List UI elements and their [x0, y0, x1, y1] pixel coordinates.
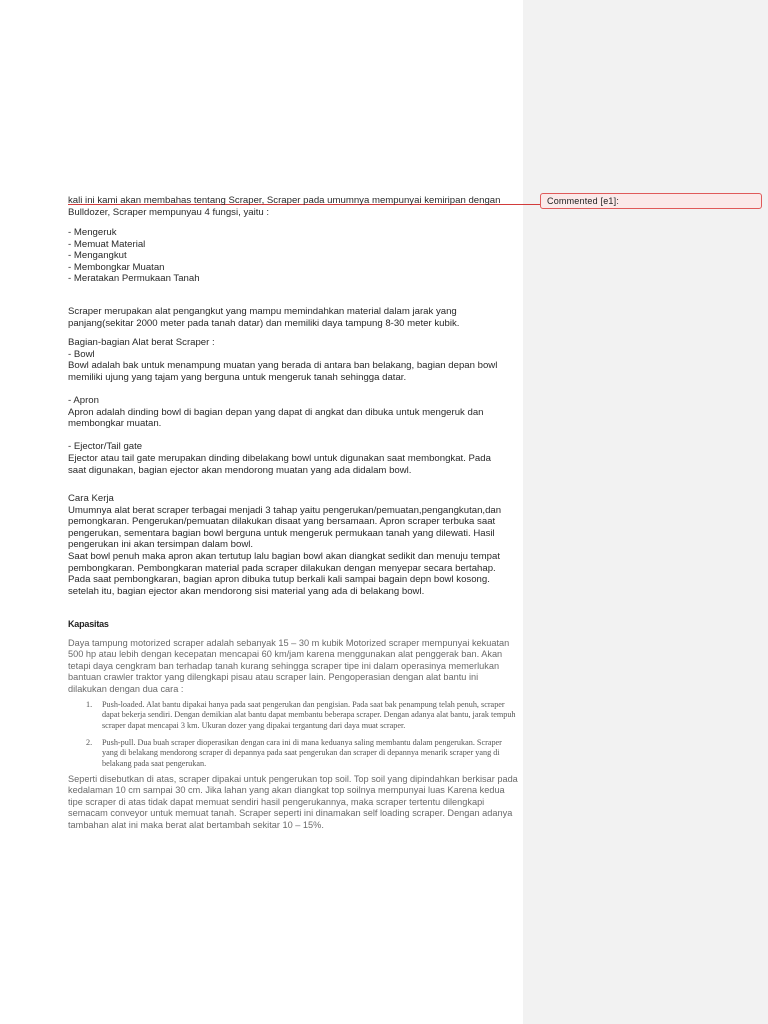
list-item: - Meratakan Permukaan Tanah [68, 273, 200, 285]
bowl-text: Bowl adalah bak untuk menampung muatan yang berada di antara ban belakang, bagian depan bowl memiliki ujung yang tajam yang berguna untuk mengeruk tanah sehingga datar. [68, 360, 498, 383]
list-item-text: Push-pull. Dua buah scraper dioperasikan dengan cara ini di mana keduanya saling membantu dalam pengerukan. Scraper yang di belakang mendorong scraper di depannya pada saat pengerukan dan scraper di depannya menarik scraper yang di belakang pada saat pengerukan. [102, 738, 502, 768]
cara-kerja-p1: Umumnya alat berat scraper terbagai menjadi 3 tahap yaitu pengerukan/pemuatan,pengangkutan,dan pemongkaran. Pengerukan/pemuatan dilakukan disaat yang bersamaan. Apron scraper terbuka saat pengerukan, sementara bagian bowl berguna untuk mengeruk permukaan tanah yang dilewati. Hasil pengerukan ini akan tersimpan dalam bowl. [68, 504, 502, 551]
intro-paragraph [68, 195, 518, 218]
functions-list [68, 227, 518, 285]
list-item: - Mengangkut [68, 250, 127, 262]
intro-text: kali ini kami akan membahas tentang Scraper, Scraper pada umumnya mempunyai kemiripan dengan Bulldozer, Scraper mempunyau 4 fungsi, yaitu : [68, 195, 501, 218]
comment-margin [523, 0, 768, 1024]
list-item: - Mengeruk [68, 227, 117, 238]
cara-kerja-section [68, 493, 508, 597]
parts-section [68, 337, 508, 476]
kapasitas-p1: Daya tampung motorized scraper adalah sebanyak 15 – 30 m kubik Motorized scraper mempunyai kekuatan 500 hp atau lebih dengan kecepatan mencapai 60 km/jam karena menggunakan alat penggerak ban. Akan tetapi daya cengkram ban terhadap tanah kurang sehingga scraper tipe ini dalam operasinya memerlukan bantuan crawler traktor yang dilengkapi pisau atau scraper lain. Pengoperasian dengan alat bantu ini dilakukan dengan dua cara : [68, 638, 510, 694]
kapasitas-p2: Seperti disebutkan di atas, scraper dipakai untuk pengerukan top soil. Top soil yang dipindahkan berkisar pada kedalaman 10 cm sampai 30 cm. Jika lahan yang akan diangkat top soilnya mempunyai luas Karena kedua tipe scraper di atas tidak dapat memuat sendiri hasil pengerukannya, maka scraper tertentu dilengkapi semacam conveyor untuk memuat tanah. Scraper seperti ini dinamakan self loading scraper. Dengan adanya tambahan alat ini maka berat alat bertambah sekitar 10 – 15%. [68, 774, 518, 830]
comment-balloon[interactable] [540, 193, 762, 209]
list-item-text: Push-loaded. Alat bantu dipakai hanya pada saat pengerukan dan pengisian. Pada saat bak penampung telah penuh, scraper dapat bekerja sendiri. Dengan demikian alat bantu dapat membantu beberapa scraper. Dengan adanya alat bantu, jarak tempuh scraper dapat mencapai 3 km. Ukuran dozer yang dipakai tergantung dari daya muat scraper. [102, 700, 516, 730]
ejector-title: - Ejector/Tail gate [68, 441, 143, 453]
ejector-text: Ejector atau tail gate merupakan dinding dibelakang bowl untuk digunakan saat membongkat. Pada saat digunakan, bagian ejector akan mendorong muatan yang ada didalam bowl. [68, 452, 491, 476]
comment-label: Commented [e1]: [547, 196, 620, 206]
list-number: 1. [86, 700, 93, 709]
parts-title: Bagian-bagian Alat berat Scraper : [68, 337, 215, 348]
list-number: 2. [86, 738, 93, 747]
cara-kerja-p2: Saat bowl penuh maka apron akan tertutup lalu bagian bowl akan diangkat sedikit dan menuju tempat pembongkaran. Pembongkaran material pada scraper dilakukan dengan menyepar secara bertahap. Pada saat pembongkaran, bagian apron dibuka tutup berkali kali sampai bagain depn bowl kosong. setelah itu, bagian ejector akan mendorong sisi material yang ada di belakang bowl. [68, 550, 501, 597]
apron-title: - Apron [68, 394, 99, 406]
cara-kerja-title: Cara Kerja [68, 493, 114, 504]
definition-paragraph [68, 306, 498, 329]
kapasitas-heading: Kapasitas [68, 619, 109, 629]
kapasitas-list-item-1 [68, 700, 518, 731]
kapasitas-list-item-2 [68, 738, 518, 769]
kapasitas-paragraph [68, 638, 518, 695]
apron-text: Apron adalah dinding bowl di bagian depan yang dapat di angkat dan dibuka untuk mengeruk dan membongkar muatan. [68, 406, 484, 430]
list-item: - Membongkar Muatan [68, 261, 165, 273]
bowl-title: - Bowl [68, 348, 95, 360]
definition-text: Scraper merupakan alat pengangkut yang mampu memindahkan material dalam jarak yang panjang(sekitar 2000 meter pada tanah datar) dan memiliki daya tampung 8-30 meter kubik. [68, 306, 460, 329]
list-item: - Memuat Material [68, 238, 146, 250]
kapasitas-closing-paragraph [68, 774, 518, 831]
